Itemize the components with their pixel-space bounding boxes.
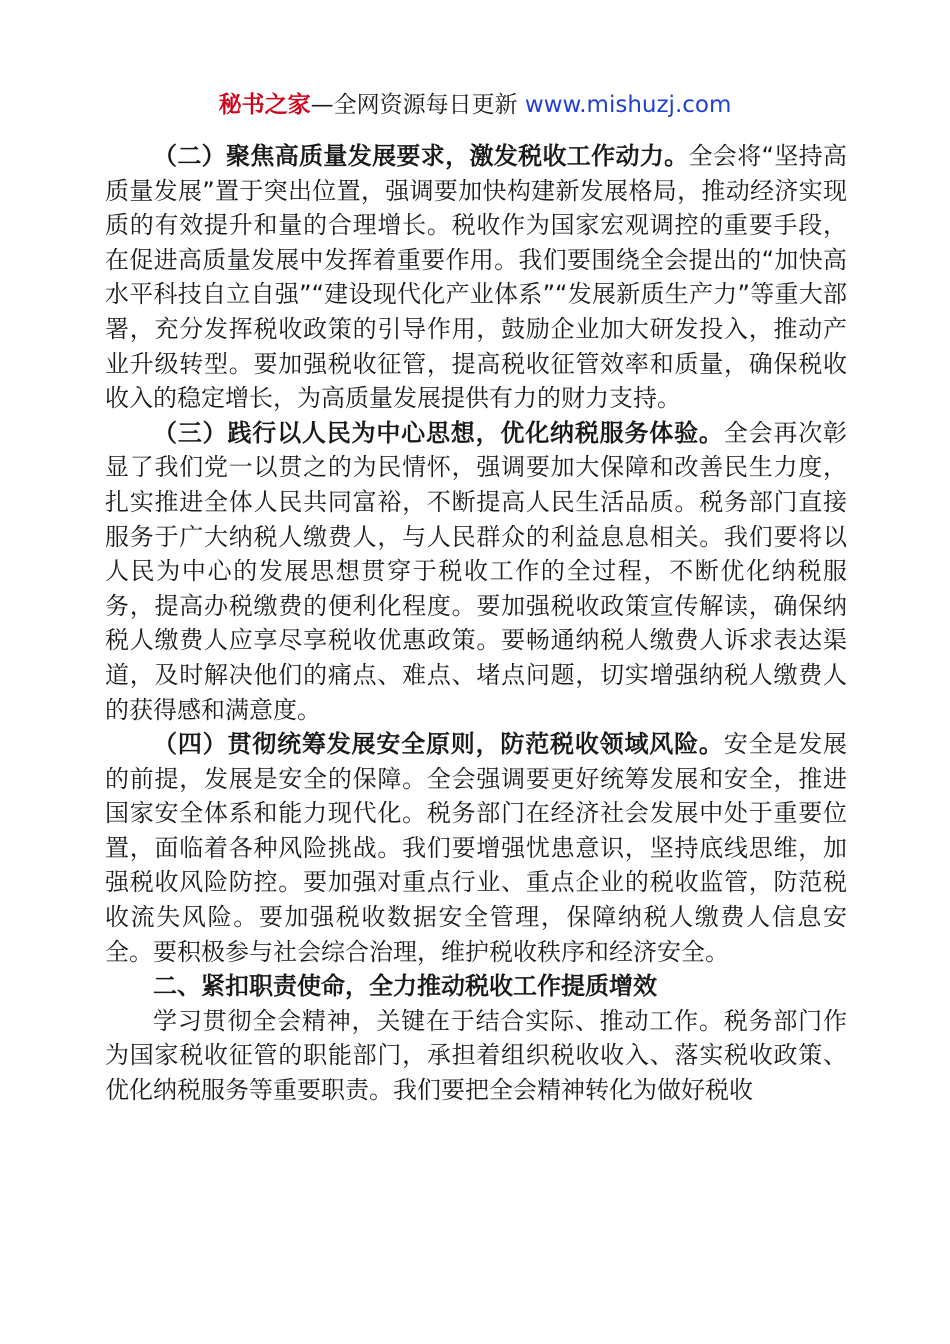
paragraph-lead: （三）践行以人民为中心思想，优化纳税服务体验。 [153,418,724,447]
site-url-link[interactable]: www.mishuzj.com [524,92,732,118]
paragraph-lead: （二）聚焦高质量发展要求，激发税收工作动力。 [153,142,689,170]
paragraph-text: 全会将“坚持高质量发展”置于突出位置，强调要加快构建新发展格局，推动经济实现质的有效提升和量的合理增长。税收作为国家宏观调控的重要手段，在促进高质量发展中发挥着重要作用。我们要围绕全会提出的“加快高水平科技自立自强”“建设现代化产业体系”“发展新质生产力”等重大部署，充分发挥税收政策的引导作用，鼓励企业加大研发投入，推动产业升级转型。要加强税收征管，提高税收征管效率和质量，确保税收收入的稳定增长，为高质量发展提供有力的财力支持。 [105,142,847,413]
paragraph-4 [105,727,847,969]
paragraph-3 [105,416,847,727]
paragraph-text: 全会再次彰显了我们党一以贯之的为民情怀，强调要加大保障和改善民生力度，扎实推进全体人民共同富裕，不断提高人民生活品质。税务部门直接服务于广大纳税人缴费人，与人民群众的利益息息相关。我们要将以人民为中心的发展思想贯穿于税收工作的全过程，不断优化纳税服务，提高办税缴费的便利化程度。要加强税收政策宣传解读，确保纳税人缴费人应享尽享税收优惠政策。要畅通纳税人缴费人诉求表达渠道，及时解决他们的痛点、难点、堵点问题，切实增强纳税人缴费人的获得感和满意度。 [105,418,848,724]
paragraph-2 [105,139,847,416]
paragraph-text: 安全是发展的前提，发展是安全的保障。全会强调要更好统筹发展和安全，推进国家安全体系和能力现代化。税务部门在经济社会发展中处于重要位置，面临着各种风险挑战。我们要增强忧患意识，坚持底线思维，加强税收风险防控。要加强对重点行业、重点企业的税收监管，防范税收流失风险。要加强税收数据安全管理，保障纳税人缴费人信息安全。要积极参与社会综合治理，维护税收秩序和经济安全。 [105,730,848,966]
site-brand: 秘书之家 [218,92,311,118]
document-body [105,139,847,1108]
section-heading: 二、紧扣职责使命，全力推动税收工作提质增效 [153,972,657,1001]
closing-paragraph: 学习贯彻全会精神，关键在于结合实际、推动工作。税务部门作为国家税收征管的职能部门，承担着组织税收收入、落实税收政策、优化纳税服务等重要职责。我们要把全会精神转化为做好税收 [105,1006,847,1105]
site-tagline: —全网资源每日更新 [310,92,525,118]
site-header [0,88,950,122]
paragraph-lead: （四）贯彻统筹发展安全原则，防范税收领域风险。 [153,730,724,759]
